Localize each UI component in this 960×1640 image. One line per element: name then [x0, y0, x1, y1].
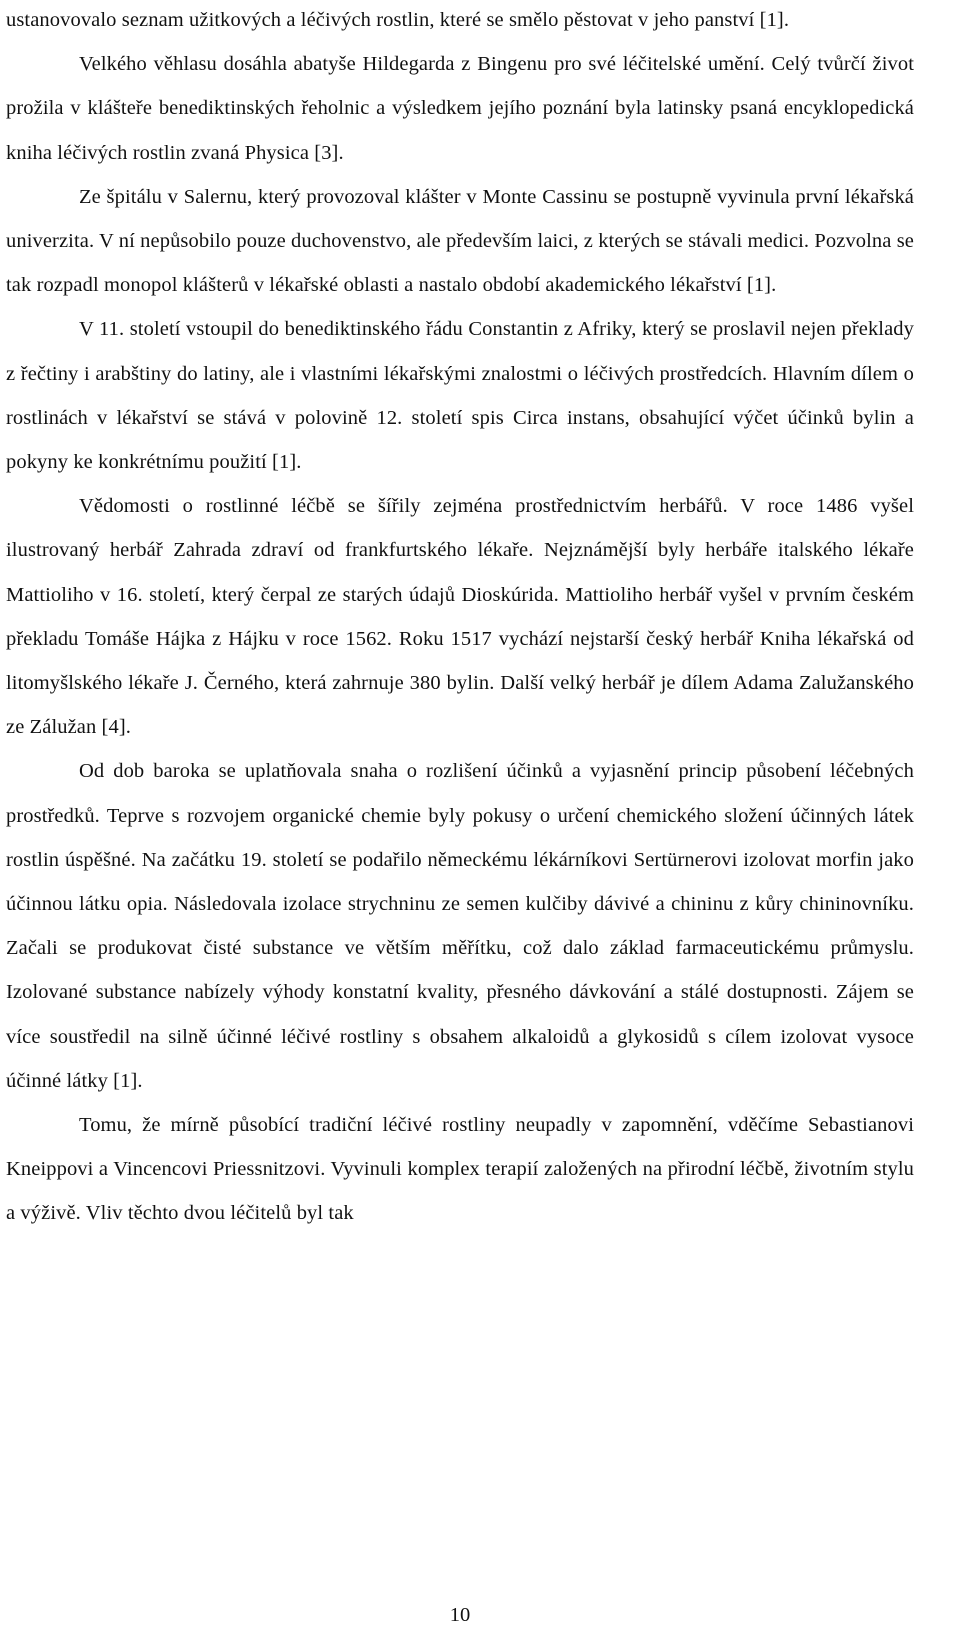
paragraph-3: Ze špitálu v Salernu, který provozoval klášter v Monte Cassinu se postupně vyvinula první lékařská univerzita. V ní nepůsobilo pouze duchovenstvo, ale především laici, z kterých se stávali medici. Pozvolna se tak rozpadl monopol klášterů v lékařské oblasti a nastalo období akademického lékařství [1]. [6, 185, 914, 297]
paragraph-2: Velkého věhlasu dosáhla abatyše Hildegarda z Bingenu pro své léčitelské umění. Celý tvůrčí život prožila v klášteře benediktinských řeholnic a výsledkem jejího poznání byla latinsky psaná encyklopedická kniha léčivých rostlin zvaná Physica [3]. [6, 53, 914, 164]
paragraph-5: Vědomosti o rostlinné léčbě se šířily zejména prostřednictvím herbářů. V roce 1486 vyšel ilustrovaný herbář Zahrada zdraví od frankfurtského lékaře. Nejznámější byly herbáře italského lékaře Mattioliho v 16. století, který čerpal ze starých údajů Dioskúrida. Mattioliho herbář vyšel v prvním českém překladu Tomáše Hájka z Hájku v roce 1562. Roku 1517 vychází nejstarší český herbář Kniha lékařská od litomyšlského lékaře J. Černého, která zahrnuje 380 bylin. Další velký herbář je dílem Adama Zalužanského ze Zálužan [4]. [6, 495, 914, 739]
body-text [6, 0, 914, 1236]
page-number: 10 [449, 1604, 471, 1626]
paragraph-1: ustanovovalo seznam užitkových a léčivých rostlin, které se smělo pěstovat v jeho panství [1]. [6, 9, 790, 31]
paragraph-6: Od dob baroka se uplatňovala snaha o rozlišení účinků a vyjasnění princip působení léčebných prostředků. Teprve s rozvojem organické chemie byly pokusy o určení chemického složení účinných látek rostlin úspěšné. Na začátku 19. století se podařilo německému lékárníkovi Sertürnerovi izolovat morfin jako účinnou látku opia. Následovala izolace strychninu ze semen kulčiby dávivé a chininu z kůry chininovníku. Začali se produkovat čisté substance ve větším měřítku, což dalo základ farmaceutickému průmyslu. Izolované substance nabízely výhody konstatní kvality, přesného dávkování a stálé dostupnosti. Zájem se více soustředil na silně účinné léčivé rostliny s obsahem alkaloidů a glykosidů s cílem izolovat vysoce účinné látky [1]. [6, 760, 914, 1092]
paragraph-7: Tomu, že mírně působící tradiční léčivé rostliny neupadly v zapomnění, vděčíme Sebastianovi Kneippovi a Vincencovi Priessnitzovi. Vyvinuli komplex terapií založených na přirodní léčbě, životním stylu a výživě. Vliv těchto dvou léčitelů byl tak [6, 1114, 914, 1225]
paragraph-4: V 11. století vstoupil do benediktinského řádu Constantin z Afriky, který se proslavil nejen překlady z řečtiny i arabštiny do latiny, ale i vlastními lékařskými znalostmi o léčivých prostředcích. Hlavním dílem o rostlinách v lékařství se stává v polovině 12. století spis Circa instans, obsahující výčet účinků bylin a pokyny ke konkrétnímu použití [1]. [6, 318, 914, 474]
